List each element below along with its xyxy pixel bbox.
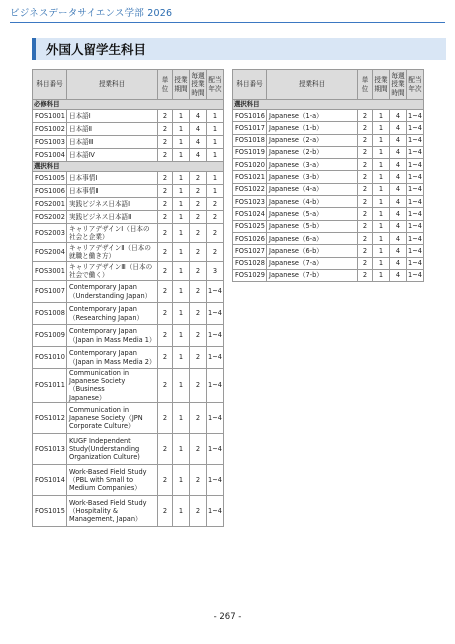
course-credits: 2 [158,243,173,262]
table-row [33,224,224,243]
col-periods: 授業期間 [173,70,190,100]
course-year: 1~4 [407,208,424,220]
course-name-line: Japanese） [69,393,106,402]
course-periods: 1 [173,262,190,281]
course-name-line: Corporate Culture） [69,421,135,430]
course-name [67,281,158,303]
course-name: Japanese（7-a） [267,257,358,269]
course-periods: 1 [373,110,390,122]
course-name-line: （Hospitality & [69,506,119,515]
course-year: 2 [207,198,224,211]
course-name [67,347,158,369]
course-weekly: 4 [390,220,407,232]
course-name [67,325,158,347]
course-year: 1~4 [207,369,224,403]
course-name: Japanese（7-b） [267,269,358,281]
course-weekly: 4 [390,232,407,244]
course-code: FOS1002 [33,123,67,136]
course-name-line: Work-Based Field Study [69,498,147,507]
course-year: 1~4 [407,269,424,281]
course-credits: 2 [158,211,173,224]
course-name: Japanese（4-b） [267,196,358,208]
course-year: 1~4 [407,196,424,208]
section-row [33,100,224,110]
course-code: FOS1012 [33,402,67,433]
course-name: 実践ビジネス日本語Ⅱ [67,211,158,224]
course-code: FOS1024 [233,208,267,220]
course-name: 日本事情Ⅱ [67,185,158,198]
course-year: 1~4 [207,325,224,347]
course-year: 1~4 [407,245,424,257]
course-periods: 1 [373,171,390,183]
course-periods: 1 [173,211,190,224]
course-weekly: 4 [190,149,207,162]
course-name-line: Organization Culture) [69,452,140,461]
course-year: 1~4 [207,281,224,303]
section-label: 必修科目 [33,100,224,110]
course-code: FOS3001 [33,262,67,281]
course-name-line: 社会と企業） [69,233,109,241]
course-credits: 2 [158,303,173,325]
course-weekly: 2 [190,198,207,211]
course-weekly: 2 [190,402,207,433]
table-row [33,110,224,123]
course-name-line: キャリアデザインⅡ（日本の [69,243,151,252]
course-name [67,262,158,281]
left-course-table [32,69,224,527]
table-row [33,347,224,369]
course-credits: 2 [358,269,373,281]
table-row [33,433,224,464]
col-subject: 授業科目 [67,70,158,100]
course-credits: 2 [158,281,173,303]
col-code: 科目番号 [233,70,267,100]
course-code: FOS1020 [233,159,267,171]
course-year: 1~4 [407,171,424,183]
course-periods: 1 [173,136,190,149]
course-code: FOS1010 [33,347,67,369]
course-name-line: Contemporary Japan [69,305,137,314]
section-row [233,100,424,110]
course-name: Japanese（5-a） [267,208,358,220]
page-header [0,0,455,26]
course-code: FOS2004 [33,243,67,262]
course-weekly: 2 [190,347,207,369]
course-periods: 1 [173,303,190,325]
table-row [233,159,424,171]
course-name-line: （Researching Japan） [69,313,144,322]
course-name [67,224,158,243]
course-weekly: 4 [390,196,407,208]
course-credits: 2 [358,134,373,146]
course-code: FOS2001 [33,198,67,211]
table-row [233,269,424,281]
course-name-line: Contemporary Japan [69,327,137,336]
table-row [233,171,424,183]
course-credits: 2 [158,123,173,136]
course-name-line: （Understanding Japan） [69,291,152,300]
table-row [33,211,224,224]
course-periods: 1 [373,245,390,257]
col-subject: 授業科目 [267,70,358,100]
course-periods: 1 [373,220,390,232]
course-name: Japanese（6-b） [267,245,358,257]
page-number: - 267 - [213,612,242,622]
course-name [67,402,158,433]
course-weekly: 4 [390,110,407,122]
course-year: 1~4 [407,257,424,269]
course-code: FOS1004 [33,149,67,162]
course-name [67,369,158,403]
course-code: FOS1013 [33,433,67,464]
section-label: 選択科目 [33,162,224,172]
course-name: 日本語Ⅱ [67,123,158,136]
course-name-line: Japanese Society（JPN [69,413,143,422]
right-course-table [232,69,424,282]
course-credits: 2 [158,464,173,495]
course-code: FOS1027 [233,245,267,257]
course-name: Japanese（3-a） [267,159,358,171]
course-name [67,495,158,526]
course-code: FOS1017 [233,122,267,134]
course-year: 1~4 [207,303,224,325]
course-credits: 2 [158,172,173,185]
course-code: FOS1007 [33,281,67,303]
course-year: 1 [207,110,224,123]
course-year: 1~4 [207,433,224,464]
course-credits: 2 [358,245,373,257]
course-name-line: （PBL with Small to [69,475,133,484]
course-name: 実践ビジネス日本語Ⅰ [67,198,158,211]
course-code: FOS1028 [233,257,267,269]
course-weekly: 2 [190,262,207,281]
table-row [33,369,224,403]
course-name: Japanese（6-a） [267,232,358,244]
course-credits: 2 [158,402,173,433]
course-name-line: KUGF Independent [69,436,131,445]
col-credits: 単位 [158,70,173,100]
table-row [33,123,224,136]
table-row [33,172,224,185]
course-year: 1~4 [407,183,424,195]
course-periods: 1 [373,269,390,281]
col-credits: 単位 [358,70,373,100]
course-year: 1~4 [407,146,424,158]
course-credits: 2 [158,495,173,526]
course-code: FOS1021 [233,171,267,183]
course-periods: 1 [173,495,190,526]
table-row [233,122,424,134]
course-name [67,464,158,495]
course-weekly: 2 [190,325,207,347]
course-code: FOS1015 [33,495,67,526]
course-weekly: 2 [190,243,207,262]
table-header-row [33,70,224,100]
course-name-line: Management, Japan） [69,514,142,523]
course-periods: 1 [373,146,390,158]
table-row [33,281,224,303]
course-name-line: 社会で働く） [69,271,109,279]
course-credits: 2 [158,433,173,464]
course-periods: 1 [173,198,190,211]
course-credits: 2 [358,171,373,183]
section-label: 選択科目 [233,100,424,110]
course-year: 1~4 [407,122,424,134]
course-periods: 1 [173,224,190,243]
course-code: FOS1026 [233,232,267,244]
course-periods: 1 [173,149,190,162]
course-name: 日本事情Ⅰ [67,172,158,185]
course-credits: 2 [358,159,373,171]
course-periods: 1 [173,172,190,185]
course-name-line: Work-Based Field Study [69,467,147,476]
course-credits: 2 [358,196,373,208]
course-code: FOS1025 [233,220,267,232]
col-year: 配当年次 [207,70,224,100]
course-code: FOS1006 [33,185,67,198]
course-periods: 1 [373,159,390,171]
course-weekly: 2 [190,224,207,243]
course-code: FOS1019 [233,146,267,158]
course-periods: 1 [373,208,390,220]
page-title: 外国人留学生科目 [46,42,147,57]
course-name-line: （Japan in Mass Media 1） [69,335,156,344]
course-periods: 1 [373,134,390,146]
table-row [33,243,224,262]
course-weekly: 4 [190,123,207,136]
course-code: FOS1018 [233,134,267,146]
course-name-line: Contemporary Japan [69,349,137,358]
col-year: 配当年次 [407,70,424,100]
course-year: 1~4 [407,134,424,146]
course-name [67,433,158,464]
course-year: 2 [207,224,224,243]
course-periods: 1 [173,402,190,433]
course-year: 1 [207,149,224,162]
course-credits: 2 [358,257,373,269]
course-name [67,243,158,262]
col-code: 科目番号 [33,70,67,100]
table-row [233,220,424,232]
col-periods: 授業期間 [373,70,390,100]
course-name-line: キャリアデザインⅠ（日本の [69,224,150,233]
table-row [233,245,424,257]
table-row [33,136,224,149]
header-divider [10,22,445,23]
course-code: FOS1011 [33,369,67,403]
table-row [33,495,224,526]
course-weekly: 4 [390,257,407,269]
course-name [67,303,158,325]
course-periods: 1 [173,185,190,198]
course-weekly: 4 [390,269,407,281]
table-row [233,110,424,122]
course-name-line: Communication in [69,369,130,377]
course-weekly: 4 [190,110,207,123]
course-name: Japanese（2-b） [267,146,358,158]
course-credits: 2 [158,325,173,347]
course-weekly: 2 [190,464,207,495]
course-credits: 2 [158,185,173,198]
course-credits: 2 [358,208,373,220]
course-periods: 1 [373,122,390,134]
course-weekly: 2 [190,185,207,198]
col-weekly: 毎週授業時間 [390,70,407,100]
course-credits: 2 [158,347,173,369]
table-row [33,402,224,433]
table-header-row [233,70,424,100]
table-row [33,303,224,325]
table-row [233,134,424,146]
course-name-line: Medium Companies） [69,483,141,492]
table-row [33,185,224,198]
course-year: 1 [207,123,224,136]
course-periods: 1 [173,369,190,403]
course-weekly: 4 [390,134,407,146]
table-row [33,325,224,347]
course-weekly: 2 [190,369,207,403]
course-periods: 1 [373,196,390,208]
course-weekly: 4 [390,208,407,220]
course-name: 日本語Ⅰ [67,110,158,123]
course-name-line: Study(Understanding [69,444,140,453]
course-weekly: 4 [190,136,207,149]
course-credits: 2 [158,149,173,162]
course-name: Japanese（1-b） [267,122,358,134]
course-weekly: 4 [390,122,407,134]
course-weekly: 2 [190,495,207,526]
course-periods: 1 [173,281,190,303]
course-code: FOS2003 [33,224,67,243]
table-row [233,196,424,208]
course-year: 2 [207,211,224,224]
course-weekly: 4 [390,171,407,183]
course-code: FOS1008 [33,303,67,325]
course-weekly: 2 [190,211,207,224]
course-code: FOS1022 [233,183,267,195]
course-year: 1~4 [407,220,424,232]
course-credits: 2 [158,224,173,243]
course-weekly: 2 [190,303,207,325]
table-row [233,208,424,220]
course-name: Japanese（3-b） [267,171,358,183]
table-row [233,232,424,244]
table-row [233,183,424,195]
course-year: 1~4 [207,402,224,433]
course-credits: 2 [158,198,173,211]
course-year: 1~4 [407,110,424,122]
course-credits: 2 [158,369,173,403]
course-credits: 2 [158,110,173,123]
course-weekly: 4 [390,245,407,257]
table-row [33,464,224,495]
course-code: FOS1014 [33,464,67,495]
section-title-bar [32,38,446,60]
course-periods: 1 [173,464,190,495]
course-weekly: 4 [390,159,407,171]
course-year: 1 [207,185,224,198]
course-year: 1~4 [207,495,224,526]
course-periods: 1 [373,232,390,244]
course-credits: 2 [358,122,373,134]
course-periods: 1 [373,183,390,195]
course-name: Japanese（5-b） [267,220,358,232]
course-name: 日本語Ⅳ [67,149,158,162]
course-credits: 2 [358,232,373,244]
course-code: FOS1001 [33,110,67,123]
course-year: 1~4 [407,232,424,244]
header-text: ビジネスデータサイエンス学部 2026 [10,8,173,19]
course-credits: 2 [358,110,373,122]
course-code: FOS1023 [233,196,267,208]
course-year: 2 [207,243,224,262]
course-periods: 1 [173,433,190,464]
course-weekly: 4 [390,183,407,195]
table-row [33,149,224,162]
section-row [33,162,224,172]
course-periods: 1 [173,325,190,347]
course-name: 日本語Ⅲ [67,136,158,149]
course-name-line: キャリアデザインⅢ（日本の [69,262,153,271]
table-row [233,257,424,269]
course-name-line: （Japan in Mass Media 2） [69,357,156,366]
course-periods: 1 [173,123,190,136]
course-year: 1~4 [207,347,224,369]
course-credits: 2 [358,146,373,158]
course-code: FOS1005 [33,172,67,185]
course-code: FOS1009 [33,325,67,347]
course-code: FOS2002 [33,211,67,224]
course-weekly: 4 [390,146,407,158]
table-row [233,146,424,158]
course-year: 3 [207,262,224,281]
course-year: 1~4 [407,159,424,171]
course-name: Japanese（4-a） [267,183,358,195]
course-weekly: 2 [190,172,207,185]
course-name-line: Japanese Society（Business [69,377,126,394]
course-year: 1 [207,136,224,149]
course-year: 1~4 [207,464,224,495]
course-credits: 2 [358,183,373,195]
course-year: 1 [207,172,224,185]
course-weekly: 2 [190,281,207,303]
course-name-line: Communication in [69,405,130,414]
table-row [33,198,224,211]
course-code: FOS1003 [33,136,67,149]
course-periods: 1 [373,257,390,269]
course-credits: 2 [158,262,173,281]
course-code: FOS1016 [233,110,267,122]
course-name: Japanese（1-a） [267,110,358,122]
course-name-line: Contemporary Japan [69,283,137,292]
course-name: Japanese（2-a） [267,134,358,146]
course-credits: 2 [158,136,173,149]
course-periods: 1 [173,110,190,123]
course-periods: 1 [173,243,190,262]
course-code: FOS1029 [233,269,267,281]
course-weekly: 2 [190,433,207,464]
course-credits: 2 [358,220,373,232]
course-name-line: 就職と働き方） [69,252,116,260]
course-periods: 1 [173,347,190,369]
col-weekly: 毎週授業時間 [190,70,207,100]
table-row [33,262,224,281]
